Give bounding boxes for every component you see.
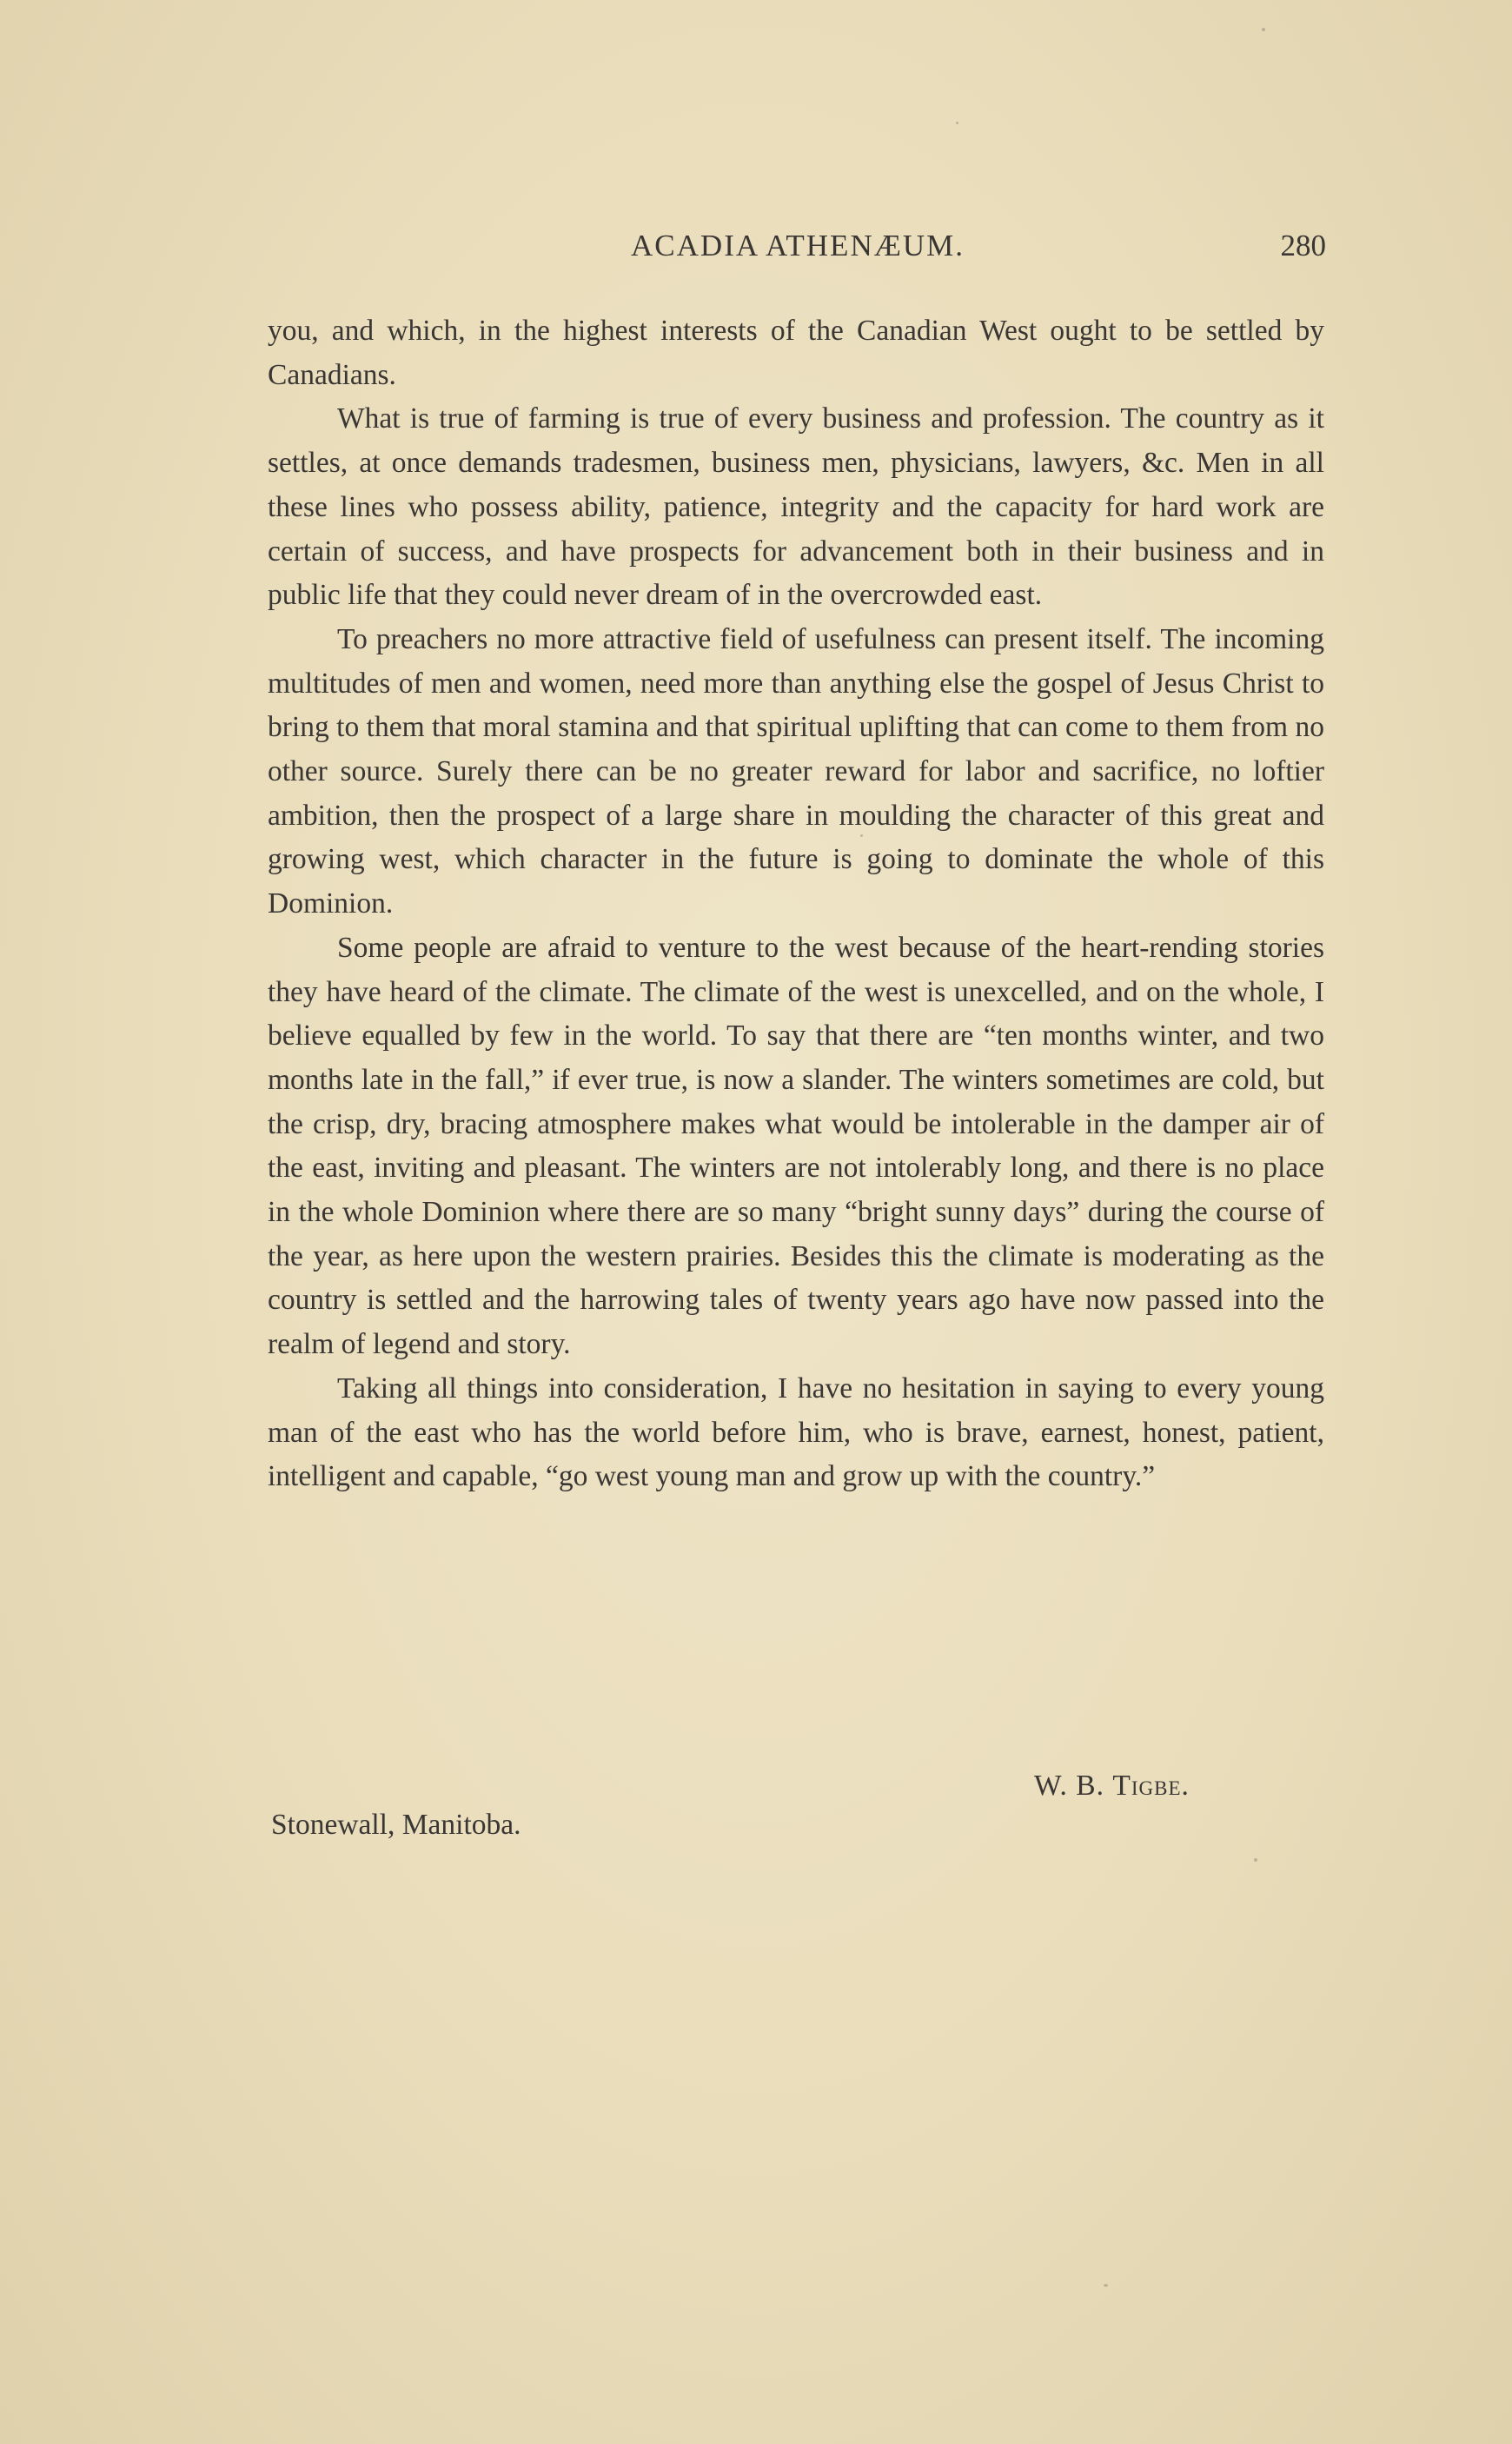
paragraph-conclusion: Taking all things into consideration, I have no hesitation in saying to every young man of the east who has the world before him, who is brave, earnest, honest, patient, intelligent and capable, “go west young man and grow up with the country.” bbox=[268, 1371, 1324, 1493]
author-initials: W. B. bbox=[1034, 1770, 1105, 1802]
journal-title: ACADIA ATHENÆUM. bbox=[631, 229, 965, 262]
paragraph-continuation: you, and which, in the highest interests of the Canadian West ought to be settled by Canadians. bbox=[268, 315, 1324, 391]
paragraph-professions: What is true of farming is true of every business and profession. The country as it settles, at once demands tradesmen, business men, physicians, lawyers, &c. Men in all these lines who possess ability, patience, integrity and the capacity for hard work are certain of success, and have prospects for advancement both in their business and in public life that they could never dream of in the overcrowded east. bbox=[268, 402, 1324, 612]
paragraph-preachers: To preachers no more attractive field of usefulness can present itself. The incoming multitudes of men and women, need more than anything else the gospel of Jesus Christ to bring to them that moral stamina and that spiritual uplifting that can come to them from no other source. Surely there can be no greater reward for labor and sacrifice, no loftier ambition, then the prospect of a large share in moulding the character of this great and growing west, which character in the future is going to dominate the whole of this Dominion. bbox=[268, 622, 1324, 920]
paper-speck bbox=[1104, 2284, 1108, 2287]
paper-speck bbox=[956, 122, 958, 124]
running-head bbox=[269, 224, 1326, 268]
author-surname: Tigbe. bbox=[1112, 1770, 1190, 1802]
author-signature bbox=[1034, 1764, 1190, 1808]
paper-speck bbox=[1262, 28, 1265, 31]
place-line: Stonewall, Manitoba. bbox=[271, 1809, 521, 1841]
paper-speck bbox=[860, 834, 863, 837]
paper-speck bbox=[1254, 1858, 1257, 1862]
paragraph-climate: Some people are afraid to venture to the west because of the heart-rending stories they have heard of the climate. The climate of the west is unexcelled, and on the whole, I believe equalled by few in the world. To say that there are “ten months winter, and two months late in the fall,” if ever true, is now a slander. The winters sometimes are cold, but the crisp, dry, bracing atmosphere makes what would be intolerable in the damper air of the east, inviting and pleasant. The winters are not intolerably long, and there is no place in the whole Dominion where there are so many “bright sunny days” during the course of the year, as here upon the western prairies. Besides this the climate is moderating as the country is settled and the harrowing tales of twenty years ago have now passed into the realm of legend and story. bbox=[268, 931, 1324, 1361]
page-number: 280 bbox=[1280, 229, 1326, 262]
article-body bbox=[268, 309, 1324, 1499]
